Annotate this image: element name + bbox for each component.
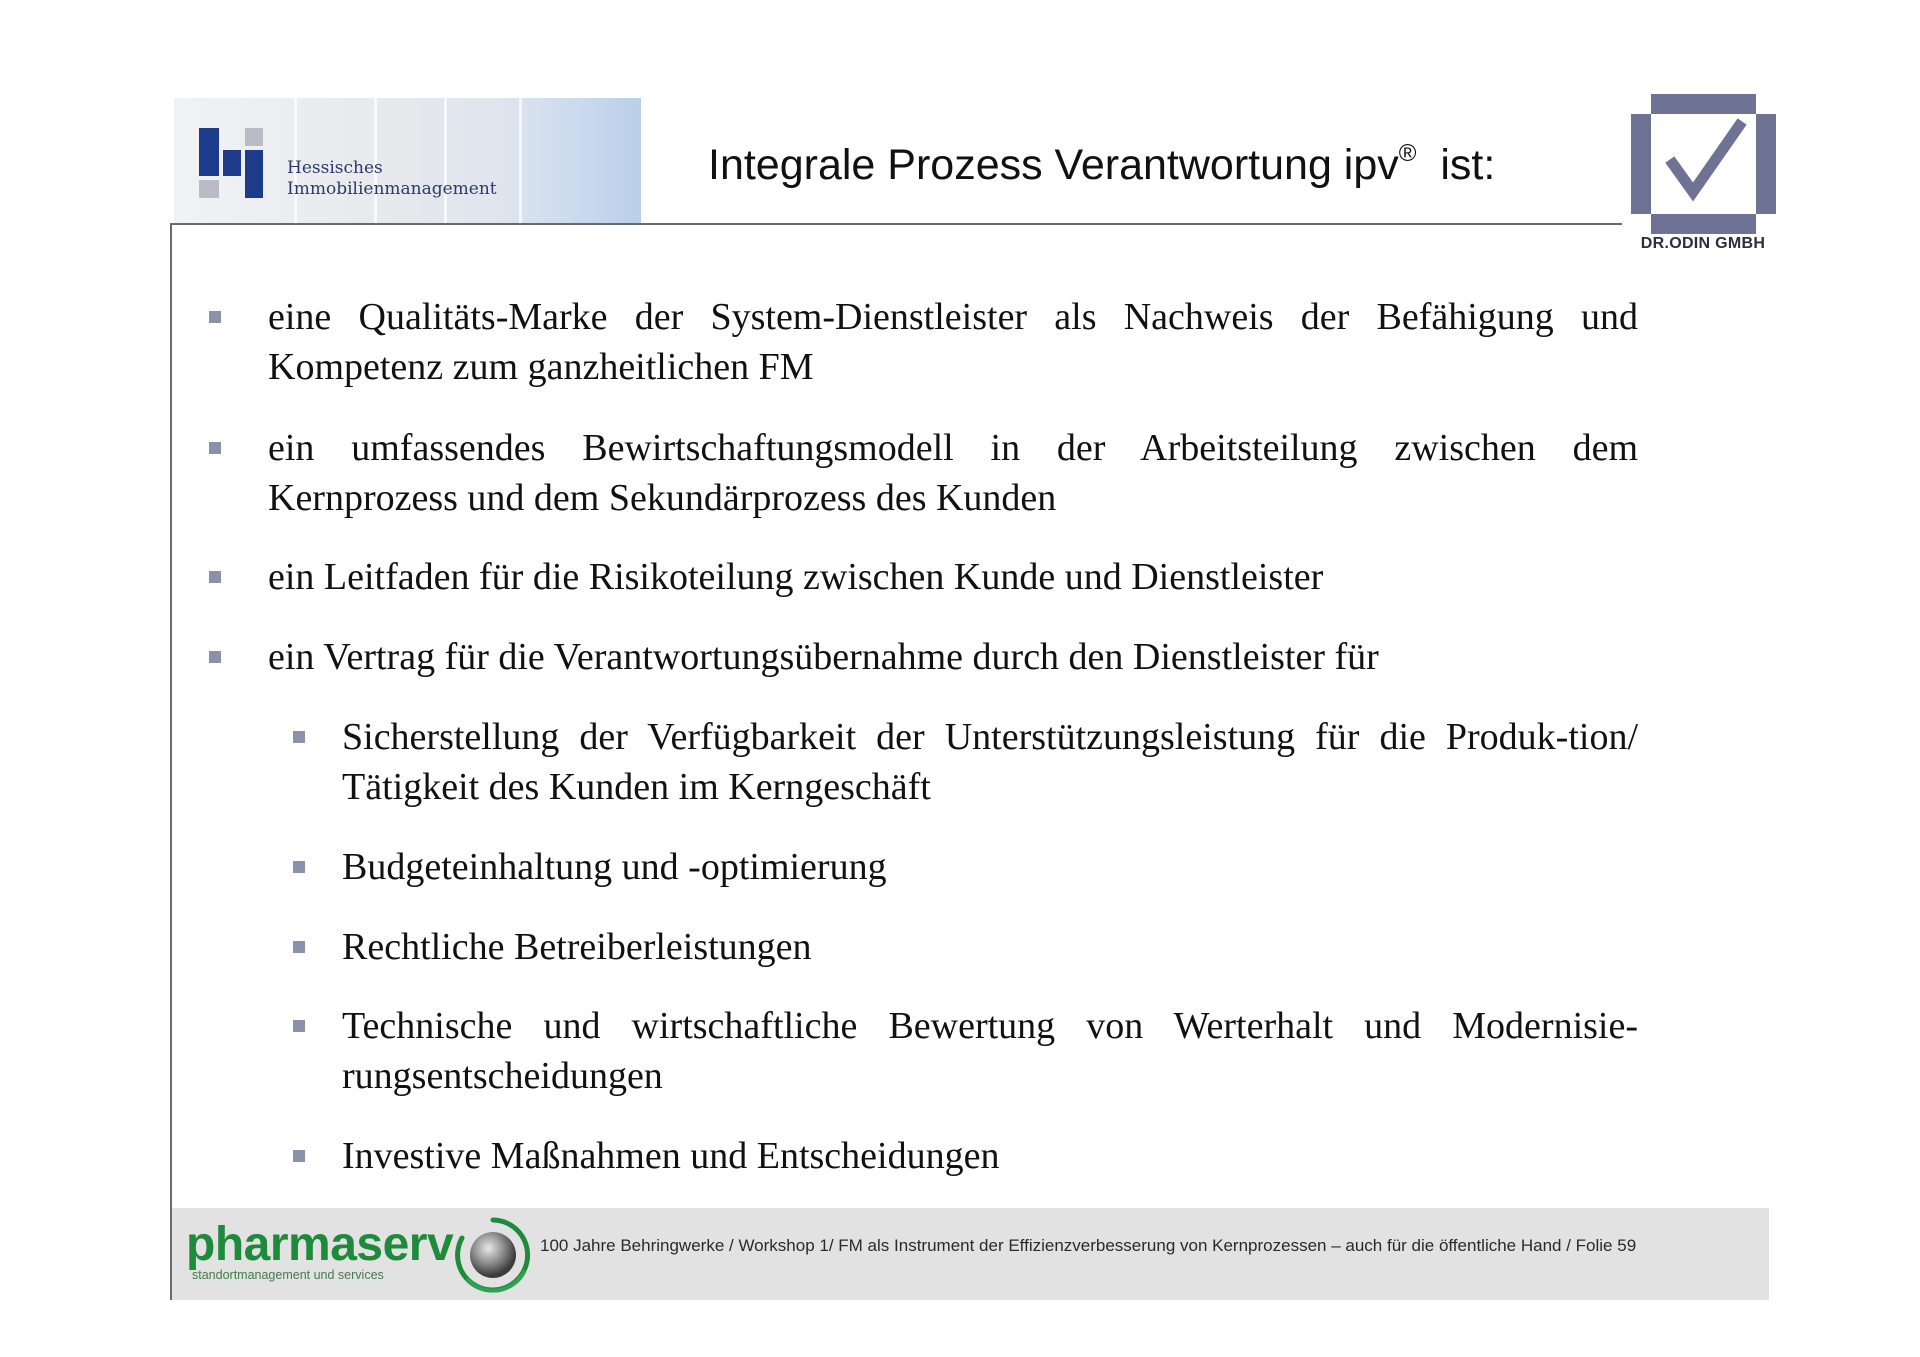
list-item [268,423,1638,523]
list-item-text: ein Leitfaden für die Risikoteilung zwischen Kunde und Dienstleister [268,556,1324,598]
pharmaserv-brand: pharmaserv [186,1218,454,1271]
hi-logo-name-line2: Immobilienmanagement [287,179,497,199]
header-divider [170,223,1622,225]
list-item-text: ein Vertrag für die Verantwortungsübernahme durch den Dienstleister für [268,636,1379,678]
globe-icon [454,1216,532,1294]
content-left-border [170,223,172,1300]
list-item [268,292,1638,392]
hi-logo-name-line1: Hessisches [287,158,383,178]
bullet-marker-icon [209,311,221,323]
list-item [268,552,1638,602]
bullet-marker-icon [293,1150,305,1162]
bullet-marker-icon [209,651,221,663]
list-item-text: Investive Maßnahmen und Entscheidungen [342,1135,1000,1177]
registered-mark: ® [1398,140,1417,167]
list-item-text: eine Qualitäts-Marke der System-Dienstleister als Nachweis der Befähigung und Kompetenz zum ganzheitlichen FM [268,296,1638,388]
page-title-text: Integrale Prozess Verantwortung ipv [708,141,1399,189]
pharmaserv-tagline: standortmanagement und services [192,1268,384,1282]
bullet-marker-icon [293,941,305,953]
hessisches-immobilienmanagement-logo [174,98,641,223]
dr-odin-logo [1631,94,1776,234]
list-item-text: ein umfassendes Bewirtschaftungsmodell in der Arbeitsteilung zwischen dem Kernprozess und dem Sekundärprozess des Kunden [268,427,1638,519]
list-item [342,1131,1638,1181]
list-item [268,632,1638,682]
list-item-text: Rechtliche Betreiberleistungen [342,926,812,968]
footer-caption: 100 Jahre Behringwerke / Workshop 1/ FM als Instrument der Effizienzverbesserung von Kernprozessen – auch für die öffentliche Hand / Folie 59 [540,1236,1637,1255]
dr-odin-name: DR.ODIN GMBH [1640,235,1766,252]
bullet-marker-icon [293,861,305,873]
bullet-marker-icon [209,571,221,583]
list-item-text: Technische und wirtschaftliche Bewertung von Werterhalt und Modernisie-rungsentscheidungen [342,1005,1638,1097]
hi-logo-mark [199,128,279,198]
hi-logo-name [287,158,497,200]
footer-bar [172,1208,1769,1300]
pharmaserv-logo [186,1218,486,1282]
list-item [342,1001,1638,1101]
bullet-marker-icon [209,442,221,454]
logo-background-window [519,98,522,223]
bullet-marker-icon [293,731,305,743]
bullet-marker-icon [293,1020,305,1032]
list-item [342,712,1638,812]
list-item-text: Budgeteinhaltung und -optimierung [342,846,887,888]
list-item-text: Sicherstellung der Verfügbarkeit der Unterstützungsleistung für die Produk-tion/ Tätigkeit des Kunden im Kerngeschäft [342,716,1638,808]
page-title [708,128,1495,191]
list-item [342,842,1638,892]
page-title-suffix: ist: [1440,141,1496,189]
list-item [342,922,1638,972]
